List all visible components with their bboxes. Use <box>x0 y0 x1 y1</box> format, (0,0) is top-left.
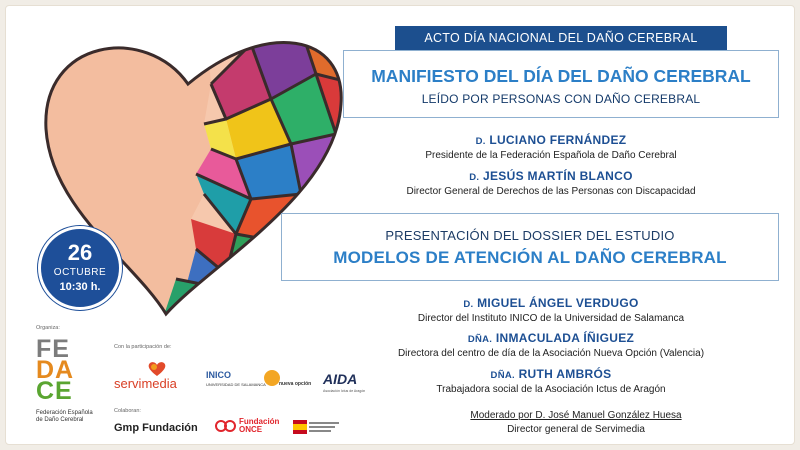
speaker-name: RUTH AMBRÓS <box>518 367 612 381</box>
date-time: 10:30 h. <box>59 281 101 293</box>
inico-logo: INICO <box>206 370 232 380</box>
speaker-jesus-martin-blanco <box>376 169 726 197</box>
fundacion-once-logo <box>239 418 279 434</box>
inico-logo-subtitle: UNIVERSIDAD DE SALAMANCA <box>206 382 266 387</box>
speaker-name: JESÚS MARTÍN BLANCO <box>483 169 633 183</box>
fedace-row-2: DA <box>36 356 75 384</box>
aida-logo: AIDA <box>323 371 358 387</box>
speaker-role: Director del Instituto INICO de la Universidad de Salamanca <box>417 313 685 324</box>
once-line-1: Fundación <box>239 417 280 426</box>
manifesto-box <box>343 50 779 118</box>
speaker-role: Trabajadora social de la Asociación Ictus de Aragón <box>436 384 666 395</box>
manifesto-title: MANIFIESTO DEL DÍA DEL DAÑO CEREBRAL <box>371 66 751 86</box>
date-badge <box>38 226 122 310</box>
date-month: OCTUBRE <box>53 267 107 278</box>
fedace-logo <box>36 335 75 405</box>
speaker-luciano-fernandez <box>386 133 716 161</box>
servimedia-heart-icon <box>146 361 168 377</box>
event-banner: ACTO DÍA NACIONAL DEL DAÑO CEREBRAL <box>395 26 727 50</box>
once-line-2: ONCE <box>239 425 263 434</box>
speaker-prefix: DÑA. <box>467 334 493 345</box>
fedace-row-3: CE <box>36 377 73 405</box>
dossier-box <box>281 213 779 281</box>
nueva-opcion-logo: nueva opción <box>279 381 312 387</box>
speaker-role: Presidente de la Federación Española de Daño Cerebral <box>425 150 677 161</box>
colaboran-label: Colaboran: <box>114 408 141 414</box>
speaker-name: INMACULADA ÍÑIGUEZ <box>495 331 635 345</box>
date-day: 26 <box>67 240 93 265</box>
fundacion-once-icon <box>215 420 237 432</box>
dossier-title: PRESENTACIÓN DEL DOSSIER DEL ESTUDIO <box>385 228 675 243</box>
speaker-prefix: D. <box>463 299 474 310</box>
speaker-role: Directora del centro de día de la Asociación Nueva Opción (Valencia) <box>397 348 705 359</box>
moderator-role: Director general de Servimedia <box>507 424 645 435</box>
nueva-opcion-icon <box>264 370 280 386</box>
participacion-label: Con la participación de: <box>114 344 172 350</box>
speaker-inmaculada-iniguez <box>371 331 731 359</box>
speaker-name: MIGUEL ÁNGEL VERDUGO <box>477 296 639 310</box>
speaker-miguel-angel-verdugo <box>391 296 711 324</box>
gmp-fundacion-logo: Gmp Fundación <box>114 422 198 434</box>
speaker-name: LUCIANO FERNÁNDEZ <box>489 133 627 147</box>
speaker-prefix: DÑA. <box>490 370 515 381</box>
servimedia-logo: servimedia <box>114 376 177 391</box>
moderator <box>386 410 766 435</box>
event-poster <box>5 5 795 445</box>
speaker-prefix: D. <box>469 172 480 183</box>
speaker-prefix: D. <box>475 136 486 147</box>
fedace-logo-text: Federación Española de Daño Cerebral <box>36 410 93 423</box>
aida-logo-subtitle: Asociación Ictus de Aragón <box>323 389 366 393</box>
organiza-label: Organiza: <box>36 325 60 331</box>
dossier-subtitle: MODELOS DE ATENCIÓN AL DAÑO CEREBRAL <box>333 248 727 267</box>
manifesto-subtitle: LEÍDO POR PERSONAS CON DAÑO CEREBRAL <box>421 92 701 106</box>
gobierno-de-espana-logo <box>293 420 341 434</box>
moderator-line: Moderado por D. José Manuel González Huesa <box>470 410 682 421</box>
speaker-ruth-ambros <box>401 367 701 395</box>
speaker-role: Director General de Derechos de las Personas con Discapacidad <box>406 186 696 197</box>
fedace-row-1: FE <box>36 335 70 363</box>
